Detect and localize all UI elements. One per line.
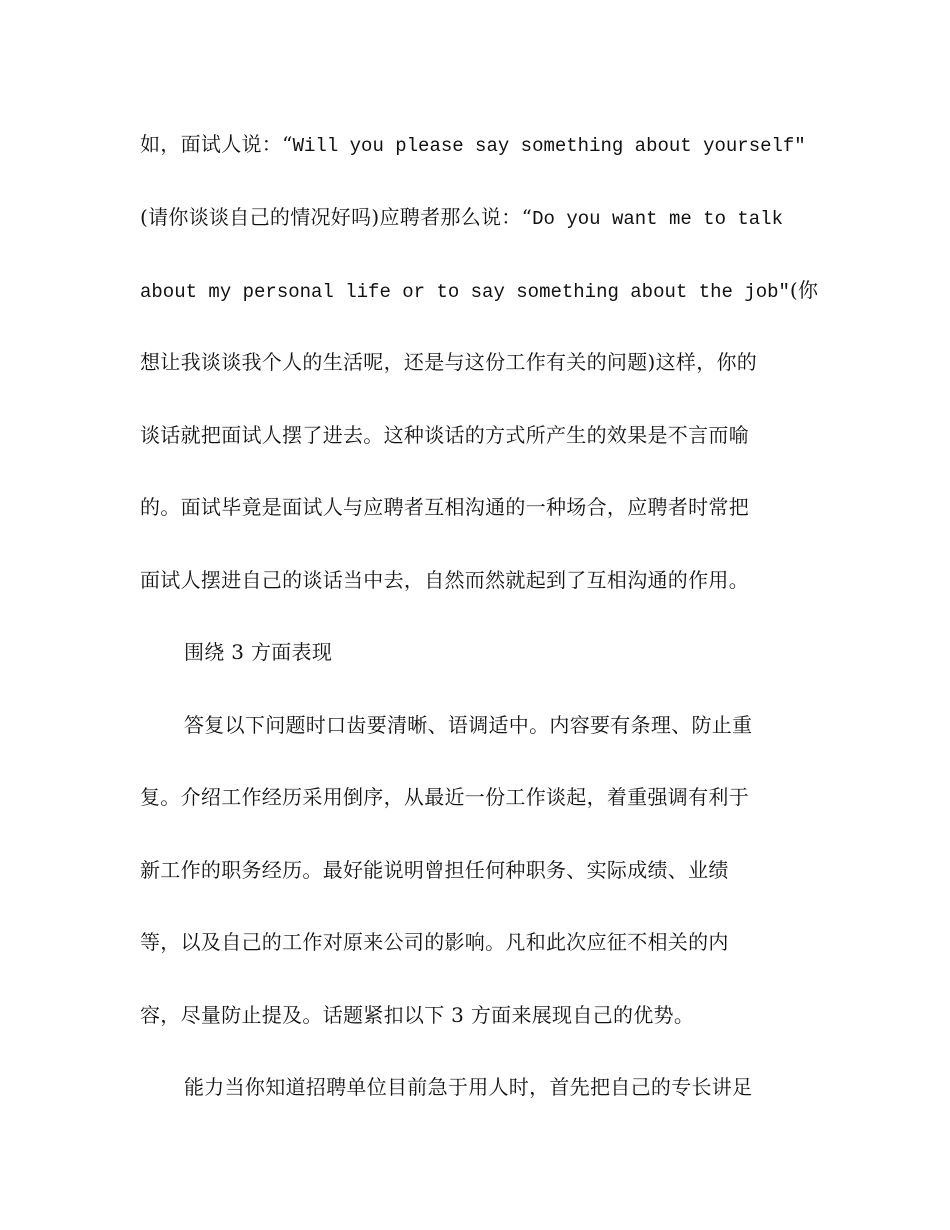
text-line-10: [140, 777, 810, 817]
text-line-6-zh: 的。面试毕竟是面试人与应聘者互相沟通的一种场合，应聘者时常把: [140, 495, 749, 519]
text-line-12: [140, 922, 810, 962]
text-line-5-zh: 谈话就把面试人摆了进去。这种谈话的方式所产生的效果是不言而喻: [140, 423, 749, 447]
section-heading-text: 围绕 3 方面表现: [184, 640, 333, 664]
text-line-1: [140, 124, 810, 164]
text-line-2: [140, 197, 810, 237]
text-line-4-zh: 想让我谈谈我个人的生活呢，还是与这份工作有关的问题)这样，你的: [140, 350, 758, 374]
text-line-12-zh: 等，以及自己的工作对原来公司的影响。凡和此次应征不相关的内: [140, 930, 729, 954]
text-line-6: [140, 487, 810, 527]
text-line-14-zh: 能力当你知道招聘单位目前急于用人时，首先把自己的专长讲足: [184, 1075, 753, 1099]
text-line-11-zh: 新工作的职务经历。最好能说明曾担任何种职务、实际成绩、业绩: [140, 858, 729, 882]
text-line-7-zh: 面试人摆进自己的谈话当中去，自然而然就起到了互相沟通的作用。: [140, 568, 749, 592]
text-line-9: [184, 705, 854, 745]
text-line-5: [140, 415, 810, 455]
text-line-3-zh: (你: [789, 278, 819, 302]
text-line-13: [140, 995, 810, 1035]
text-line-13-zh: 容，尽量防止提及。话题紧扣以下 3 方面来展现自己的优势。: [140, 1003, 695, 1027]
text-line-10-zh: 复。介绍工作经历采用倒序，从最近一份工作谈起，着重强调有利于: [140, 785, 749, 809]
section-heading: [184, 632, 854, 672]
text-line-4: [140, 342, 810, 382]
text-line-3: [140, 270, 819, 310]
text-line-3-en: about my personal life or to say something about the job″: [140, 281, 790, 303]
text-line-14: [184, 1067, 854, 1107]
text-line-9-zh: 答复以下问题时口齿要清晰、语调适中。内容要有条理、防止重: [184, 713, 753, 737]
text-line-11: [140, 850, 810, 890]
text-line-2-zh: (请你谈谈自己的情况好吗)应聘者那么说：“: [140, 205, 533, 229]
text-line-1-zh: 如，面试人说：“: [140, 132, 293, 156]
text-line-2-en: Do you want me to talk: [532, 208, 783, 230]
text-line-1-en: Will you please say something about yourself″: [292, 135, 806, 157]
text-line-7: [140, 560, 810, 600]
